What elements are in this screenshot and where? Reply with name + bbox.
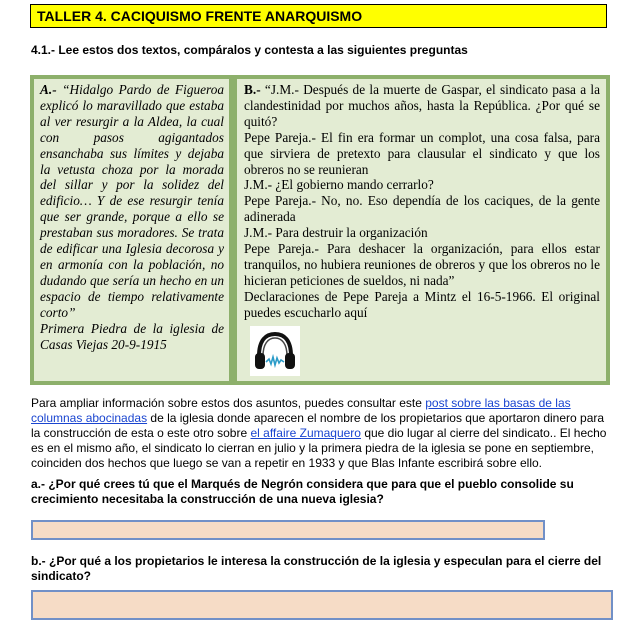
text-b-lead: B.- <box>244 82 261 97</box>
text-b-line: Declaraciones de Pepe Pareja a Mintz el 16-5-1966. El original puedes escucharlo aquí <box>244 288 600 320</box>
text-b-line: Pepe Pareja.- El fin era formar un complot, una cosa falsa, para que sirviera de pretexto para clausular el sindicato y que los obreros no se reunieran <box>244 129 600 177</box>
headphones-svg <box>250 326 300 376</box>
text-a-source: Primera Piedra de la iglesia de Casas Viejas 20-9-1915 <box>40 320 224 352</box>
page-title: TALLER 4. CACIQUISMO FRENTE ANARQUISMO <box>37 8 363 24</box>
link-basas-columnas[interactable]: post sobre las basas de las columnas abocinadas <box>31 396 571 425</box>
text-box-a <box>30 75 233 385</box>
text-a-lead: A.- <box>40 82 57 97</box>
headphones-icon[interactable] <box>250 326 300 376</box>
text-box-b <box>233 75 610 385</box>
text-b-line: Pepe Pareja.- Para deshacer la organización, para ellos estar tranquilos, no hubiera reuniones de obreros y que los obreros no le hicieran peticiones de sueldos, ni nada” <box>244 241 600 288</box>
text-a-body: “Hidalgo Pardo de Figueroa explicó lo maravillado que estaba al ver resurgir a la Aldea, la cual con pasos agigantados ensanchaba sus límites y dejaba la vetusta choza por la morada del sillar y por la solidez del edificio… Y de ese resurgir tenía que ser grande, porque a ello se prestaban sus moradores. Se trata de edificar una Iglesia decorosa y en armonía con la población, no dudando que sería un hecho en un espacio de tiempo relativamente corto” <box>40 82 224 320</box>
link-affaire-zumaquero[interactable]: el affaire Zumaquero <box>250 425 361 440</box>
info-text-3: que dio lugar al cierre del sindicato.. El hecho es en el mismo año, el sindicato lo cierran en julio y la primera piedra de la iglesia se pone en septiembre, coinciden dos hechos que luego se van a repetir en 1933 y que Blas Infante escribirá sobre ello. <box>31 425 607 470</box>
info-text-2: de la iglesia donde aparecen el nombre de los propietarios que aportaron dinero para la construcción de esta o este otro sobre <box>31 410 605 440</box>
info-text-1: Para ampliar información sobre estos dos asuntos, puedes consultar este <box>31 396 426 410</box>
instructions: 4.1.- Lee estos dos textos, compáralos y contesta a las siguientes preguntas <box>31 43 468 57</box>
answer-b-field[interactable] <box>31 590 613 620</box>
text-b-line: Pepe Pareja.- No, no. Eso dependía de los caciques, de la gente adinerada <box>244 193 600 225</box>
text-b-first: “J.M.- Después de la muerte de Gaspar, el sindicato pasa a la clandestinidad por muchos años, hasta la República. ¿Por qué se quitó? <box>244 82 600 129</box>
info-paragraph <box>31 396 615 471</box>
text-b-line: J.M.- Para destruir la organización <box>244 225 428 241</box>
question-a: a.- ¿Por qué crees tú que el Marqués de Negrón considera que para que el pueblo consolide su crecimiento necesitaba la construcción de una nueva iglesia? <box>31 477 574 506</box>
text-b <box>244 82 600 321</box>
text-a <box>40 82 224 352</box>
question-b: b.- ¿Por qué a los propietarios le interesa la construcción de la iglesia y especulan para el cierre del sindicato? <box>31 554 602 583</box>
text-b-line: J.M.- ¿El gobierno mando cerrarlo? <box>244 177 434 193</box>
title-bar <box>30 4 607 28</box>
answer-a-field[interactable] <box>31 520 545 540</box>
